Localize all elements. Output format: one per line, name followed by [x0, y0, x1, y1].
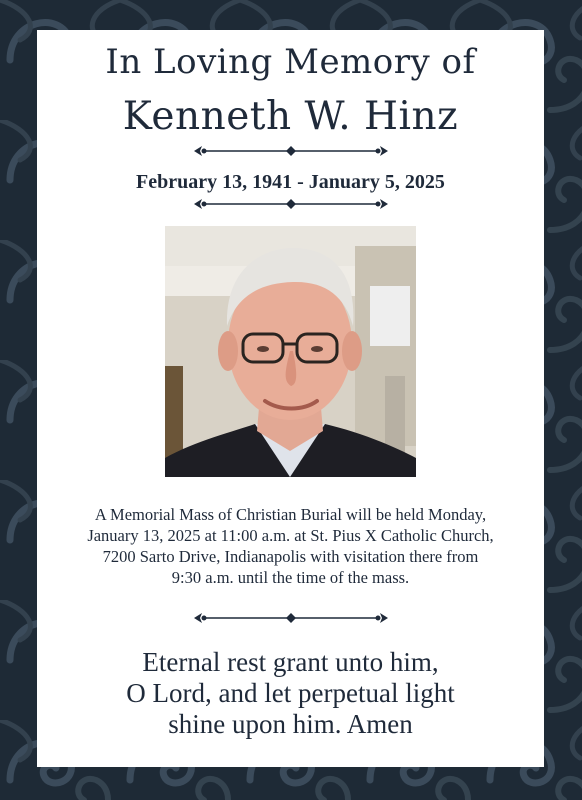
service-line: January 13, 2025 at 11:00 a.m. at St. Pius X Catholic Church,	[87, 526, 494, 545]
portrait-photo	[165, 226, 416, 477]
service-line: A Memorial Mass of Christian Burial will be held Monday,	[94, 505, 487, 524]
prayer-line: Eternal rest grant unto him,	[142, 647, 439, 677]
prayer-line: O Lord, and let perpetual light	[126, 678, 455, 708]
service-line: 7200 Sarto Drive, Indianapolis with visitation there from	[102, 547, 479, 566]
prayer-text	[37, 647, 544, 740]
service-details	[45, 504, 536, 588]
memorial-heading: In Loving Memory of	[105, 42, 476, 82]
life-dates: February 13, 1941 - January 5, 2025	[136, 171, 445, 193]
memorial-card	[37, 30, 544, 767]
prayer-line: shine upon him. Amen	[168, 709, 413, 739]
ornamental-divider-icon	[37, 612, 544, 624]
ornamental-divider-icon	[37, 145, 544, 157]
ornamental-divider-icon	[37, 198, 544, 210]
deceased-name: Kenneth W. Hinz	[122, 94, 459, 139]
service-line: 9:30 a.m. until the time of the mass.	[171, 568, 410, 587]
